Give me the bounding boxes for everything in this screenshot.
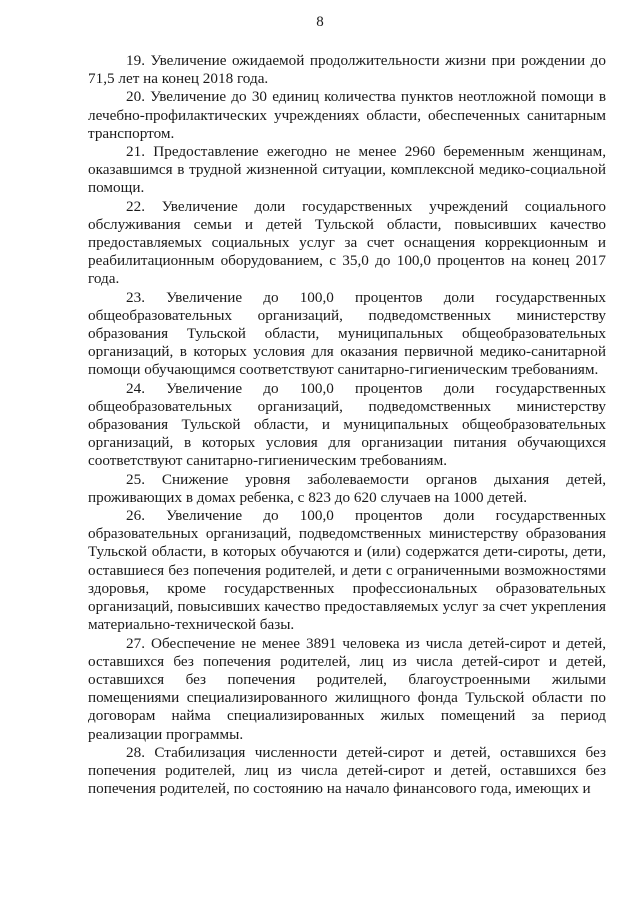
paragraph-28: 28. Стабилизация численности детей-сирот и детей, оставшихся без попечения родителей, лиц из числа детей-сирот и детей, оставшихся без попечения родителей, по состоянию на начало финансового года, имеющих и — [88, 743, 606, 798]
paragraph-26: 26. Увеличение до 100,0 процентов доли государственных образовательных организаций, подведомственных министерству образования Тульской области, в которых обучаются и (или) содержатся дети-сироты, дети, оставшиеся без попечения родителей, и дети с ограниченными возможностями здоровья, кроме государственных профессиональных образовательных организаций, повысивших качество предоставляемых услуг за счет укрепления материально-технической базы. — [88, 507, 606, 634]
paragraph-23: 23. Увеличение до 100,0 процентов доли государственных общеобразовательных организаций, подведомственных министерству образования Тульской области, муниципальных общеобразовательных организаций, в которых условия для оказания первичной медико-санитарной помощи обучающимся соответствуют санитарно-гигиеническим требованиям. — [88, 288, 606, 379]
paragraph-20: 20. Увеличение до 30 единиц количества пунктов неотложной помощи в лечебно-профилактических учреждениях области, обеспеченных санитарным транспортом. — [88, 88, 606, 142]
paragraph-25: 25. Снижение уровня заболеваемости органов дыхания детей, проживающих в домах ребенка, с 823 до 620 случаев на 1000 детей. — [88, 470, 606, 506]
paragraph-22: 22. Увеличение доли государственных учреждений социального обслуживания семьи и детей Тульской области, повысивших качество предоставляемых социальных услуг за счет оснащения коррекционным и реабилитационным оборудованием, с 35,0 до 100,0 процентов на конец 2017 года. — [88, 197, 606, 288]
paragraph-21: 21. Предоставление ежегодно не менее 2960 беременным женщинам, оказавшимся в трудной жизненной ситуации, комплексной медико-социальной помощи. — [88, 143, 606, 197]
paragraph-19: 19. Увеличение ожидаемой продолжительности жизни при рождении до 71,5 лет на конец 2018 года. — [88, 52, 606, 88]
paragraph-24: 24. Увеличение до 100,0 процентов доли государственных общеобразовательных организаций, подведомственных министерству образования Тульской области, и муниципальных общеобразовательных организаций, в которых условия для организации питания обучающихся соответствуют санитарно-гигиеническим требованиям. — [88, 379, 606, 470]
page-number: 8 — [316, 14, 324, 30]
paragraph-27: 27. Обеспечение не менее 3891 человека из числа детей-сирот и детей, оставшихся без попечения родителей, лиц из числа детей-сирот и детей, оставшихся без попечения родителей, благоустроенными жилыми помещениями специализированного жилищного фонда Тульской области по договорам найма специализированных жилых помещений за период реализации программы. — [88, 634, 606, 743]
document-body — [88, 52, 606, 798]
